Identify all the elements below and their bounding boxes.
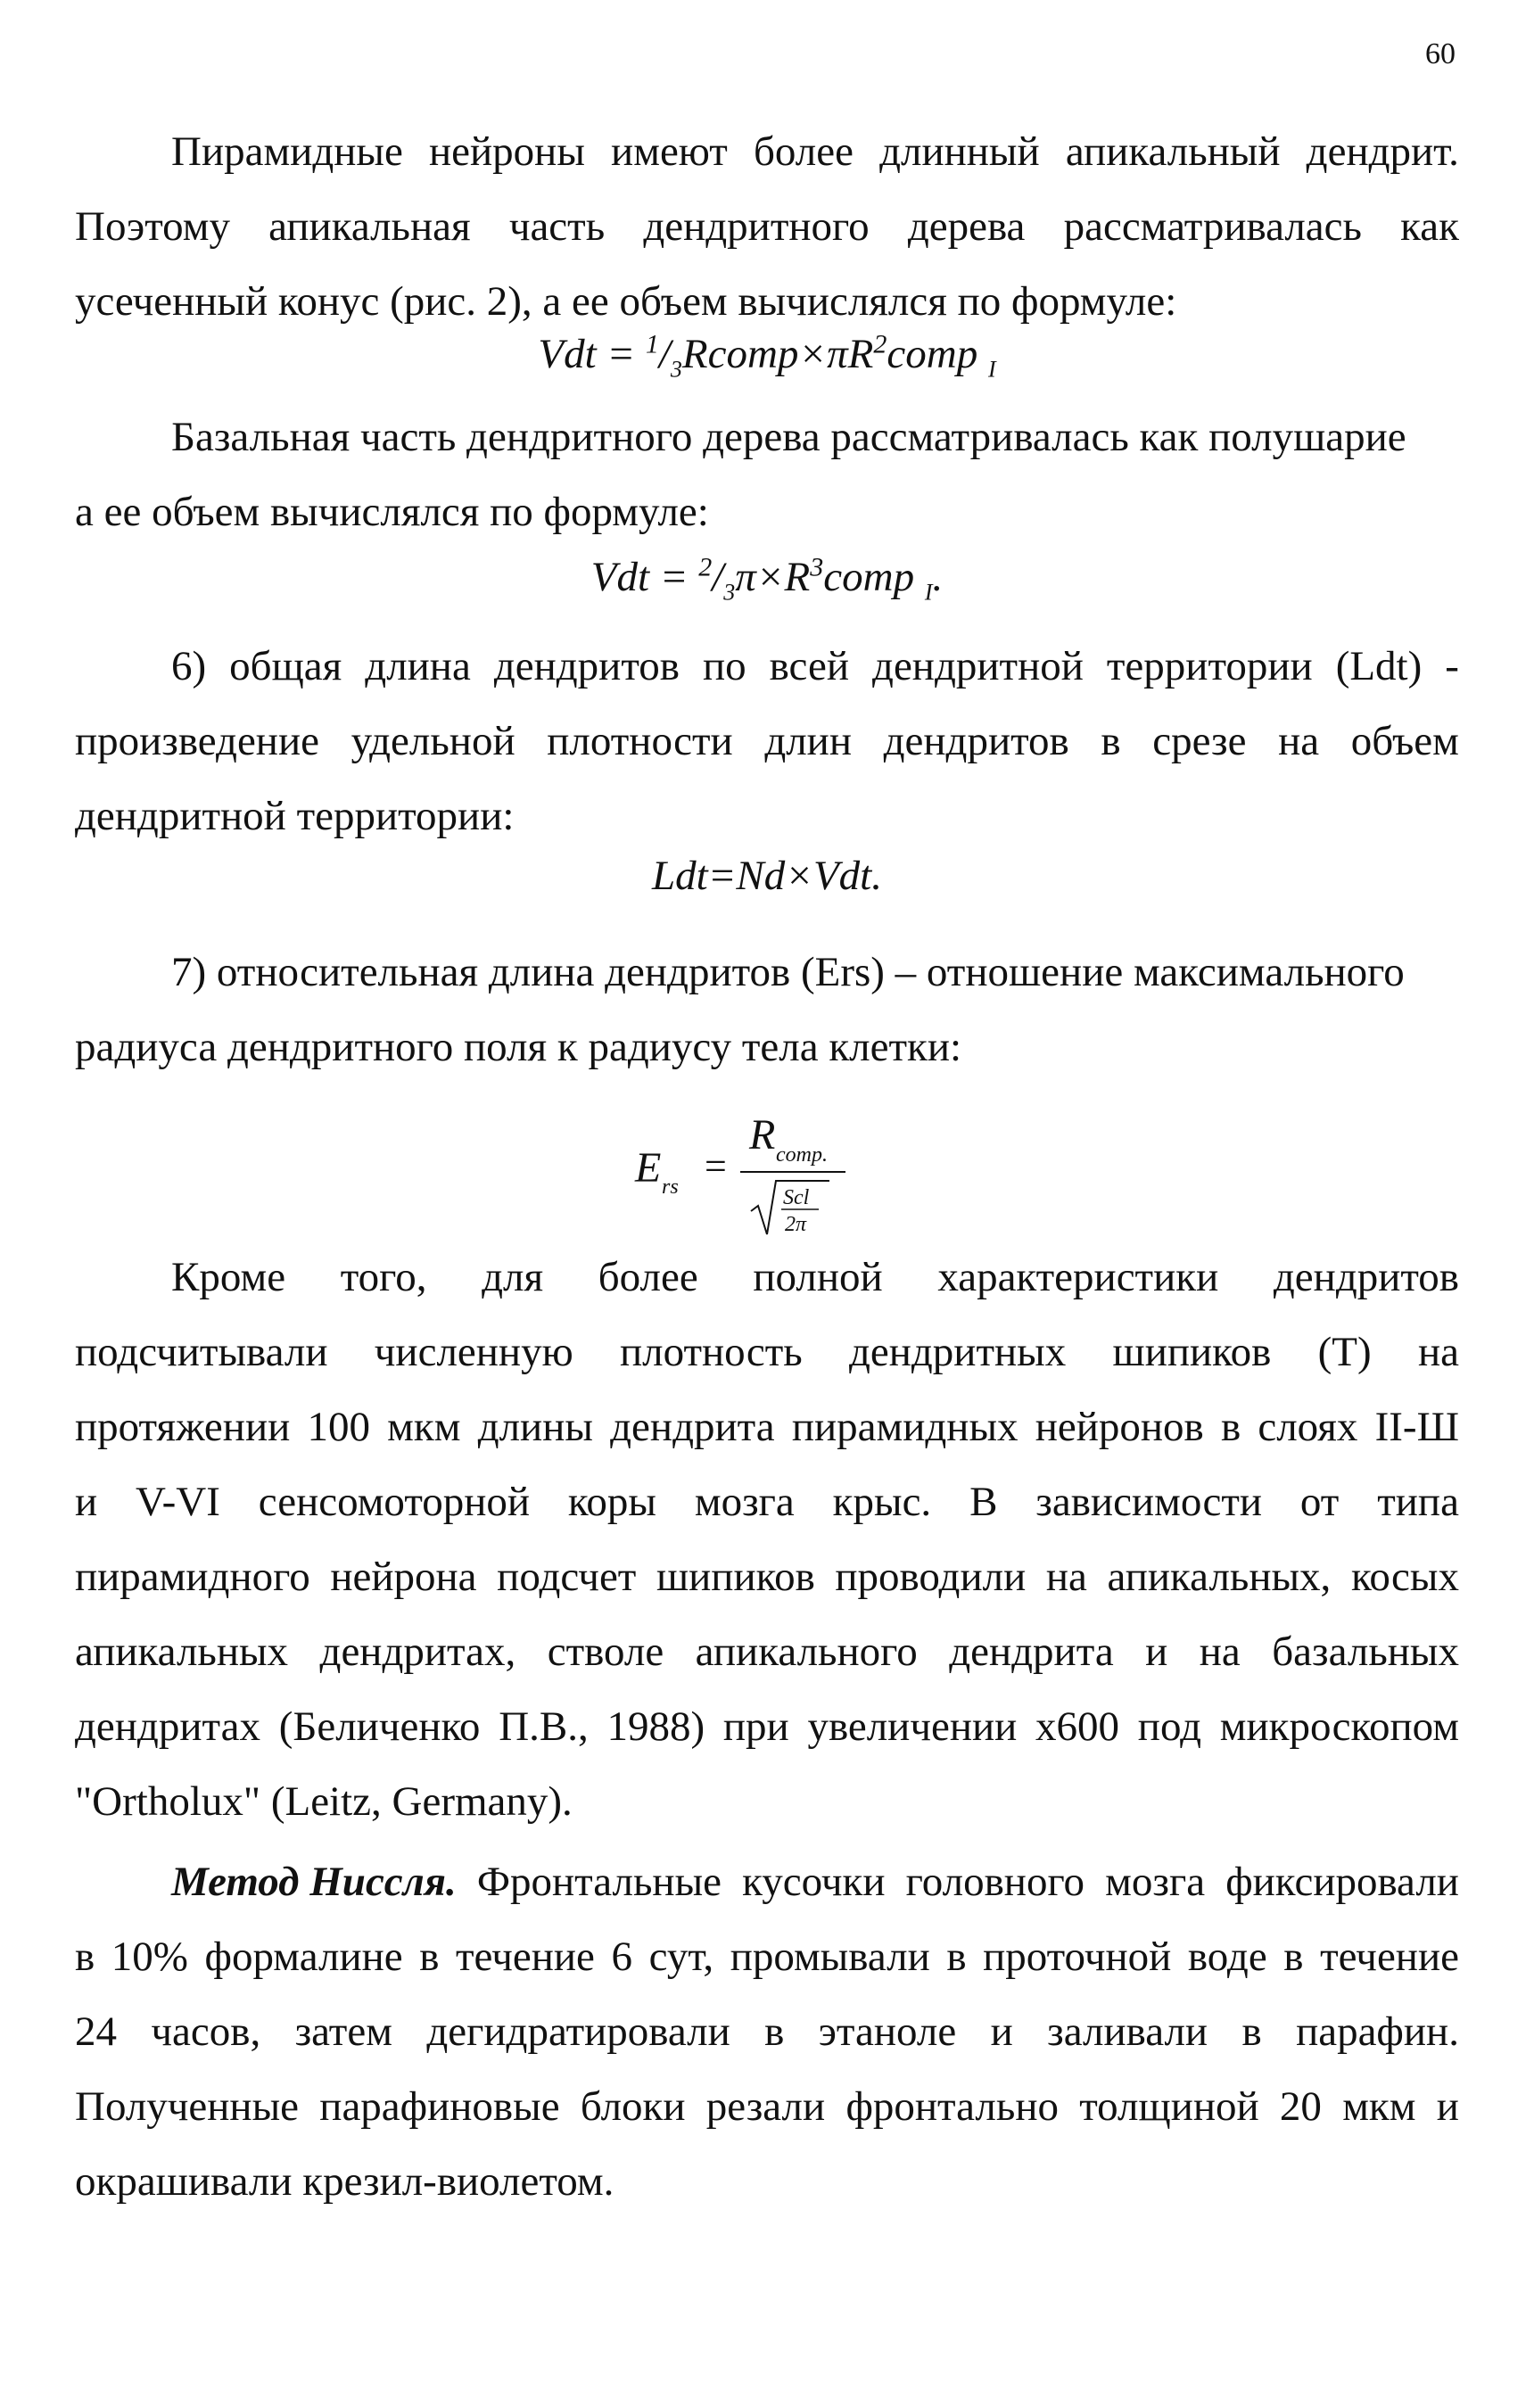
text-word: на [1417, 1329, 1459, 1375]
text-word: микроскопом [1219, 1703, 1459, 1750]
text-word: длина [365, 643, 471, 689]
text-line [75, 1539, 1459, 1614]
text-word: в [419, 1934, 440, 1980]
text-word: дендрит. [1306, 128, 1459, 175]
formula1-frac-sep: / [658, 331, 671, 377]
text-line [75, 935, 1459, 1010]
text-word: объем [1350, 718, 1459, 764]
paragraph-basal-part [75, 400, 1459, 549]
text-word: удельной [351, 718, 515, 764]
formula2-lhs: Vdt = [590, 554, 699, 600]
text-word: имеют [611, 128, 728, 175]
text-word: длинный [879, 128, 1040, 175]
text-word: для [482, 1254, 544, 1300]
section-heading: Метод Ниссля. [171, 1859, 457, 1905]
text-word: (Ldt) [1335, 643, 1423, 689]
text-line [75, 114, 1459, 189]
text-word: 100 [307, 1404, 370, 1450]
text-word: Поэтому [75, 203, 230, 250]
text-word: срезе [1152, 718, 1247, 764]
formula1-frac-den: 3 [670, 356, 682, 383]
text-word: усеченный конус (рис. 2), а ее объем вычислялся по формуле: [75, 278, 1177, 325]
text-word: дендритов [493, 643, 680, 689]
text-line [75, 1390, 1459, 1464]
formula4-num-sub: comp. [776, 1143, 828, 1167]
formula-ldt: Ldt=Nd×Vdt. [652, 853, 882, 899]
text-word: в [1101, 718, 1121, 764]
text-word: апикальная [268, 203, 471, 250]
text-word: апикального [695, 1629, 918, 1675]
text-word: в [1241, 2008, 1262, 2055]
text-word: типа [1377, 1479, 1459, 1525]
text-word: фронтально [845, 2083, 1059, 2130]
text-word: 1988) [606, 1703, 705, 1750]
text-word: рассматривалась [1063, 203, 1362, 250]
text-word: дендритной территории: [75, 793, 515, 839]
text-word: проводили [835, 1554, 1027, 1600]
formula1-mid: Rcomp×πR [681, 331, 874, 377]
text-word: головного [905, 1859, 1085, 1905]
paragraph-relative-length [75, 935, 1459, 1084]
text-word: часть [508, 203, 606, 250]
text-word: территории [1106, 643, 1313, 689]
text-word: а ее объем вычислялся по формуле: [75, 489, 709, 535]
text-word: "Ortholux" (Leitz, Germany). [75, 1778, 573, 1825]
text-word: в [764, 2008, 785, 2055]
text-word: течение [1320, 1934, 1459, 1980]
paragraph-dendritic-spines [75, 1240, 1459, 1839]
text-word: и [1436, 2083, 1459, 2130]
text-line [75, 704, 1459, 779]
paragraph-pyramidal-neurons [75, 114, 1459, 339]
text-word: подсчитывали [75, 1329, 328, 1375]
text-word: дерева [907, 203, 1026, 250]
text-line [75, 1844, 1459, 1919]
text-word: по [702, 643, 746, 689]
text-word: - [1445, 643, 1459, 689]
text-word: дендритах, [319, 1629, 516, 1675]
text-word: кусочки [742, 1859, 886, 1905]
formula1-frac-num: 1 [645, 329, 659, 359]
text-word: парафиновые [319, 2083, 560, 2130]
text-line [75, 264, 1459, 339]
text-word: и [990, 2008, 1013, 2055]
text-word: парафин. [1296, 2008, 1459, 2055]
text-line [75, 474, 1459, 549]
text-word: дендритов [883, 718, 1069, 764]
text-word: на [1278, 718, 1320, 764]
text-word: фиксировали [1225, 1859, 1459, 1905]
text-word: Базальная часть дендритного дерева рассматривалась как полушарие [171, 414, 1406, 460]
text-word: апикальных [75, 1629, 289, 1675]
text-word: (Беличенко [278, 1703, 481, 1750]
formula-ers [615, 1106, 919, 1240]
text-word: мозга [1105, 1859, 1206, 1905]
text-word: заливали [1047, 2008, 1208, 2055]
text-word: резали [705, 2083, 826, 2130]
text-word: дегидратировали [426, 2008, 730, 2055]
text-word: на [1045, 1554, 1087, 1600]
formula2-mid: π×R [735, 554, 811, 600]
text-line [75, 1464, 1459, 1539]
text-line [75, 1919, 1459, 1994]
text-word: проточной [983, 1934, 1172, 1980]
text-word: часов, [151, 2008, 261, 2055]
text-word: плотности [547, 718, 733, 764]
formula2-tail: comp [823, 554, 925, 600]
formula2-frac-sep: / [712, 554, 724, 600]
text-word: формалине [204, 1934, 403, 1980]
formula2-frac-den: 3 [723, 579, 736, 606]
text-word: дендрита [949, 1629, 1114, 1675]
formula2-frac-num: 2 [698, 552, 713, 582]
text-word: подсчет [497, 1554, 637, 1600]
text-word: нейронов [1035, 1404, 1204, 1450]
text-line [75, 400, 1459, 474]
text-word: протяжении [75, 1404, 291, 1450]
text-word: 7) относительная длина дендритов (Ers) – отношение максимального [171, 949, 1405, 995]
text-word: и [1145, 1629, 1168, 1675]
text-word: 10% [111, 1934, 188, 1980]
text-word: в [75, 1934, 95, 1980]
text-word: крыс. [832, 1479, 932, 1525]
formula4-equals: = [705, 1144, 727, 1188]
text-word: П.В., [499, 1703, 589, 1750]
text-word: более [753, 128, 854, 175]
formula2-end: . [932, 554, 944, 600]
text-word: шипиков [656, 1554, 815, 1600]
text-word: дендритной [872, 643, 1084, 689]
text-word: в [1283, 1934, 1304, 1980]
text-word: косых [1350, 1554, 1459, 1600]
text-word: 24 [75, 2008, 117, 2055]
formula4-inner-num: Scl [783, 1186, 810, 1209]
text-word: В [969, 1479, 998, 1525]
text-word: нейрона [330, 1554, 477, 1600]
text-word: коры [567, 1479, 656, 1525]
text-word: более [598, 1254, 698, 1300]
text-word: стволе [547, 1629, 664, 1675]
text-word: толщиной [1079, 2083, 1259, 2130]
formula2-index: I [924, 579, 933, 606]
text-word: пирамидных [791, 1404, 1019, 1450]
text-word: слоях [1258, 1404, 1358, 1450]
paragraph-nissl-method [75, 1844, 1459, 2219]
text-word: сут, [648, 1934, 714, 1980]
text-word: зависимости [1035, 1479, 1263, 1525]
text-word: течение [456, 1934, 595, 1980]
text-word: окрашивали крезил-виолетом. [75, 2158, 614, 2205]
text-word: длин [764, 718, 852, 764]
text-word: мозга [694, 1479, 795, 1525]
text-word: радиуса дендритного поля к радиусу тела клетки: [75, 1024, 962, 1070]
text-word: дендритного [643, 203, 870, 250]
text-word: V-VI [136, 1479, 220, 1525]
text-word: увеличении [807, 1703, 1018, 1750]
text-word: плотность [619, 1329, 803, 1375]
text-word: блоки [580, 2083, 686, 2130]
text-line [75, 2069, 1459, 2144]
text-word: промывали [730, 1934, 930, 1980]
text-word: произведение [75, 718, 319, 764]
text-line [75, 1614, 1459, 1689]
text-line [75, 1689, 1459, 1764]
text-word: апикальный [1065, 128, 1281, 175]
text-word: дендритах [75, 1703, 260, 1750]
formula4-lhs-main: E [635, 1144, 662, 1192]
text-word: Полученные [75, 2083, 300, 2130]
text-word: дендритов [1273, 1254, 1459, 1300]
text-word: дендрита [610, 1404, 775, 1450]
formula1-index: I [987, 356, 996, 383]
text-word: характеристики [937, 1254, 1219, 1300]
text-word: Пирамидные [171, 128, 403, 175]
text-line [75, 779, 1459, 854]
formula4-num-main: R [749, 1111, 776, 1159]
text-line [75, 1010, 1459, 1084]
text-word: шипиков [1112, 1329, 1272, 1375]
formula4-inner-den: 2π [785, 1213, 807, 1236]
text-word: на [1199, 1629, 1241, 1675]
text-word: пирамидного [75, 1554, 310, 1600]
text-word: дендритных [848, 1329, 1067, 1375]
text-word: всей [769, 643, 850, 689]
formula2-power: 3 [810, 552, 824, 582]
formula-basal-volume [0, 552, 1534, 606]
text-word: общая [229, 643, 342, 689]
text-word: и [75, 1479, 98, 1525]
text-line [75, 1315, 1459, 1390]
text-line [75, 2144, 1459, 2219]
text-word: нейроны [429, 128, 585, 175]
paragraph-total-length [75, 629, 1459, 854]
text-word: II-Ш [1374, 1404, 1459, 1450]
text-line [75, 1240, 1459, 1315]
text-word: мкм [1342, 2083, 1416, 2130]
text-word: Кроме [171, 1254, 286, 1300]
text-word: (Т) [1317, 1329, 1372, 1375]
text-word: воде [1187, 1934, 1267, 1980]
formula4-lhs-sub: rs [662, 1175, 679, 1199]
formula-apical-volume [0, 329, 1534, 383]
text-line [75, 629, 1459, 704]
text-word: 20 [1279, 2083, 1322, 2130]
text-word: базальных [1272, 1629, 1459, 1675]
text-line [75, 189, 1459, 264]
text-word: того, [340, 1254, 427, 1300]
text-line [75, 1994, 1459, 2069]
text-word: численную [374, 1329, 573, 1375]
text-word: в [1220, 1404, 1241, 1450]
text-word: как [1400, 203, 1459, 250]
text-word: х600 [1035, 1703, 1120, 1750]
formula1-tail: comp [887, 331, 988, 377]
formula1-lhs: Vdt = [538, 331, 646, 377]
text-word: длины [477, 1404, 593, 1450]
text-word: апикальных, [1107, 1554, 1332, 1600]
formula1-power: 2 [873, 329, 887, 359]
text-word: этаноле [818, 2008, 957, 2055]
text-word: мкм [387, 1404, 461, 1450]
text-line [75, 1764, 1459, 1839]
text-word: под [1137, 1703, 1202, 1750]
text-word: затем [294, 2008, 392, 2055]
text-word: Фронтальные [476, 1859, 722, 1905]
text-word: сенсомоторной [258, 1479, 531, 1525]
text-word: в [946, 1934, 967, 1980]
text-word: при [722, 1703, 789, 1750]
text-word: 6) [171, 643, 207, 689]
page-number: 60 [1425, 37, 1456, 70]
text-word: 6 [611, 1934, 632, 1980]
text-word: полной [753, 1254, 883, 1300]
text-word: от [1299, 1479, 1340, 1525]
